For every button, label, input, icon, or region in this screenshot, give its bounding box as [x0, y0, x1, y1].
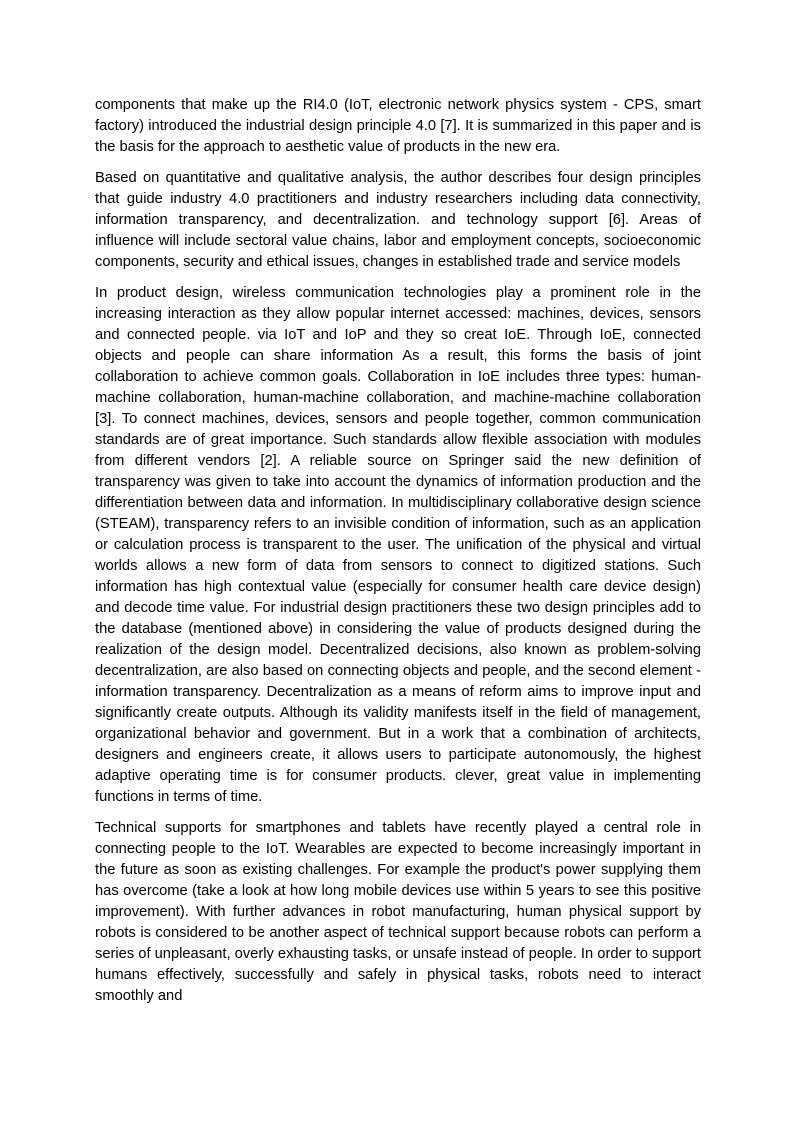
body-paragraph: components that make up the RI4.0 (IoT, electronic network physics system - CPS, smart factory) introduced the industrial design principle 4.0 [7]. It is summarized in this paper and is the basis for the approach to aesthetic value of products in the new era. [95, 97, 701, 155]
body-paragraph: Technical supports for smartphones and tablets have recently played a central role in connecting people to the IoT. Wearables are expected to become increasingly important in the future as soon as existing challenges. For example the product's power supplying them has overcome (take a look at how long mobile devices use within 5 years to see this positive improvement). With further advances in robot manufacturing, human physical support by robots is considered to be another aspect of technical support because robots can perform a series of unpleasant, overly exhausting tasks, or unsafe instead of people. In order to support humans effectively, successfully and safely in physical tasks, robots need to interact smoothly and [95, 820, 701, 1004]
body-paragraph: In product design, wireless communication technologies play a prominent role in the increasing interaction as they allow popular internet accessed: machines, devices, sensors and connected people. via IoT and IoP and they so creat IoE. Through IoE, connected objects and people can share information As a result, this forms the basis of joint collaboration to achieve common goals. Collaboration in IoE includes three types: human-machine collaboration, human-machine collaboration, and machine-machine collaboration [3]. To connect machines, devices, sensors and people together, common communication standards are of great importance. Such standards allow flexible association with modules from different vendors [2]. A reliable source on Springer said the new definition of transparency was given to take into account the dynamics of information production and the differentiation between data and information. In multidisciplinary collaborative design science (STEAM), transparency refers to an invisible condition of information, such as an application or calculation process is transparent to the user. The unification of the physical and virtual worlds allows a new form of data from sensors to connect to digitized stations. Such information has high contextual value (especially for consumer health care device design) and decode time value. For industrial design practitioners these two design principles add to the database (mentioned above) in considering the value of products designed during the realization of the design model. Decentralized decisions, also known as problem-solving decentralization, are also based on connecting objects and people, and the second element - information transparency. Decentralization as a means of reform aims to improve input and significantly create outputs. Although its validity manifests itself in the field of management, organizational behavior and government. But in a work that a combination of architects, designers and engineers create, it allows users to participate autonomously, the highest adaptive operating time is for consumer products. clever, great value in implementing functions in terms of time. [95, 285, 701, 805]
body-paragraph: Based on quantitative and qualitative analysis, the author describes four design principles that guide industry 4.0 practitioners and industry researchers including data connectivity, information transparency, and decentralization. and technology support [6]. Areas of influence will include sectoral value chains, labor and employment concepts, socioeconomic components, security and ethical issues, changes in established trade and service models [95, 170, 701, 270]
